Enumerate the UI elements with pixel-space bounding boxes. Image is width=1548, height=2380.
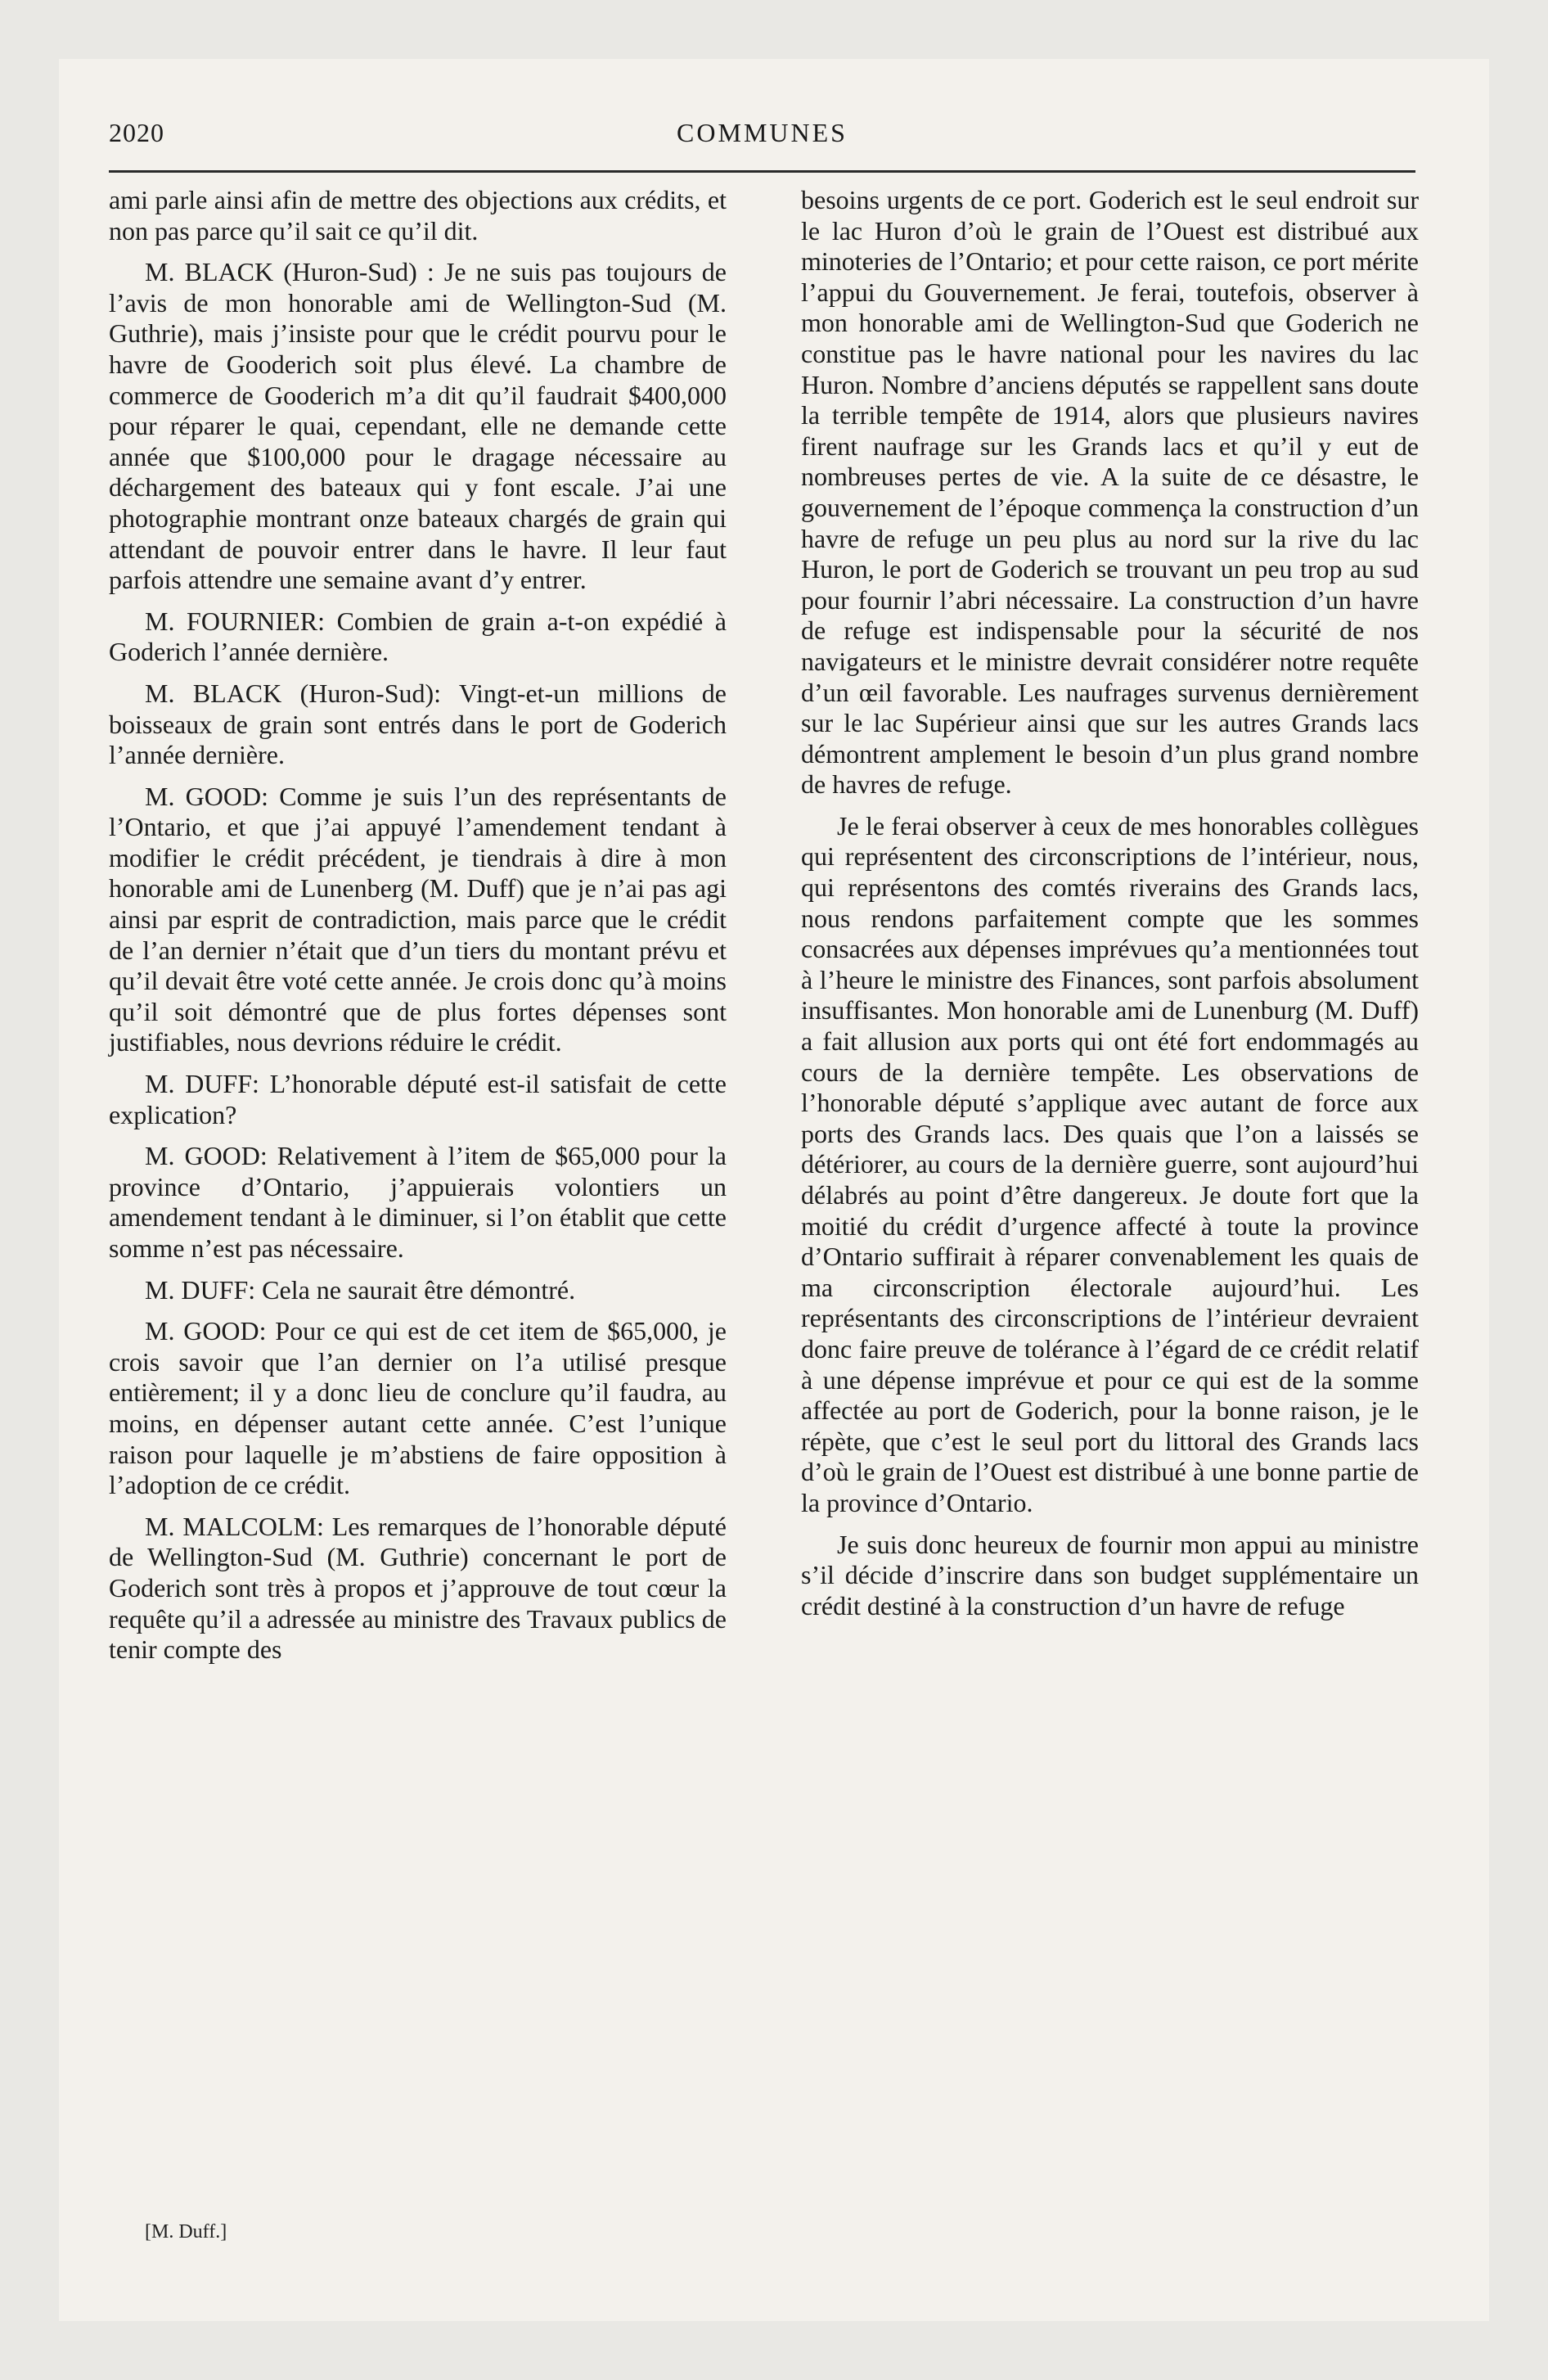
footer-note: [M. Duff.] [145,2221,227,2243]
speech-text: Relativement à l’item de $65,000 pour la province d’Ontario, j’appuierais volontiers un amendement tendant à le diminuer, si l’on établit que cette somme n’est pas nécessaire. [109,1141,727,1263]
paragraph [109,678,727,771]
paragraph [109,1316,727,1501]
paragraph [109,782,727,1058]
paragraph [109,257,727,596]
speech-text: Combien de grain a-t-on expédié à Goderich l’année dernière. [109,606,727,667]
header-rule [109,170,1415,173]
speaker-name: M. GOOD: [145,781,269,811]
speaker-name: M. GOOD: [145,1316,267,1346]
speaker-name: M. BLACK (Huron-Sud) : [145,257,434,287]
paragraph [109,1512,727,1666]
paragraph: Je suis donc heureux de fournir mon appui au ministre s’il décide d’inscrire dans son budget supplémentaire un crédit destiné à la construction d’un havre de refuge [801,1529,1419,1620]
speech-text: Les remarques de l’honorable député de Wellington-Sud (M. Guthrie) concernant le port de Goderich sont très à propos et j’approuve de tout cœur la requête qu’il a adressée au ministre des Travaux publics de tenir compte des [109,1511,727,1665]
speaker-name: M. BLACK (Huron-Sud): [145,678,442,708]
right-column [801,185,1419,1632]
speech-text: Je ne suis pas toujours de l’avis de mon honorable ami de Wellington-Sud (M. Guthrie), mais j’insiste pour que le crédit pourvu pour le havre de Gooderich soit plus élevé. La chambre de commerce de Gooderich m’a dit qu’il faudrait $400,000 pour réparer le quai, cependant, elle ne demande cette année que $100,000 pour le dragage nécessaire au déchargement des bateaux qui y font escale. J’ai une photographie montrant onze bateaux chargés de grain qui attendant de pouvoir entrer dans le havre. Il leur faut parfois attendre une semaine avant d’y entrer. [109,257,727,595]
speaker-name: M. DUFF: [145,1069,259,1099]
speech-text: Vingt-et-un millions de boisseaux de grain sont entrés dans le port de Goderich l’année dernière. [109,678,727,770]
paragraph: Je le ferai observer à ceux de mes honorables collègues qui représentent des circonscriptions de l’intérieur, nous, qui représentons des comtés riverains des Grands lacs, nous rendons parfaitement compte que les sommes consacrées aux dépenses imprévues qu’a mentionnées tout à l’heure le ministre des Finances, sont parfois absolument insuffisantes. Mon honorable ami de Lunenburg (M. Duff) a fait allusion aux ports qui ont été fort endommagés au cours de la dernière tempête. Les observations de l’honorable député s’applique avec autant de force aux ports des Grands lacs. Des quais que l’on a laissés se détériorer, au cours de la dernière guerre, sont aujourd’hui délabrés au point d’être dangereux. Je doute fort que la moitié du crédit d’urgence affecté à toute la province d’Ontario suffirait à réparer convenablement les quais de ma circonscription électorale aujourd’hui. Les représentants des circonscriptions de l’intérieur devraient donc faire preuve de tolérance à l’égard de ce crédit relatif à une dépense imprévue et pour ce qui est de la somme affectée au port de Goderich, pour la bonne raison, je le répète, que c’est le seul port du littoral des Grands lacs d’où le grain de l’Ouest est distribué à une bonne partie de la province d’Ontario. [801,810,1419,1517]
paragraph [109,1275,727,1306]
speaker-name: M. GOOD: [145,1141,268,1171]
speech-text: L’honorable député est-il satisfait de cette explication? [109,1069,727,1129]
paragraph: ami parle ainsi afin de mettre des objections aux crédits, et non pas parce qu’il sait ce qu’il dit. [109,185,727,246]
paragraph [109,1069,727,1130]
speech-text: Pour ce qui est de cet item de $65,000, je crois savoir que l’an dernier on l’a utilisé presque entièrement; il y a donc lieu de conclure qu’il faudra, au moins, en dépenser autant cette année. C’est l’unique raison pour laquelle je m’abstiens de faire opposition à l’adoption de ce crédit. [109,1316,727,1500]
paragraph [109,1141,727,1264]
speaker-name: M. FOURNIER: [145,606,325,636]
running-head: COMMUNES [677,118,848,147]
paragraph [109,606,727,668]
speech-text: Cela ne saurait être démontré. [255,1274,576,1305]
speaker-name: M. MALCOLM: [145,1511,324,1541]
left-column [109,185,727,1676]
speech-text: Comme je suis l’un des représentants de l’Ontario, et que j’ai appuyé l’amendement tendant à modifier le crédit précédent, je tiendrais à dire à mon honorable ami de Lunenberg (M. Duff) que je n’ai pas agi ainsi par esprit de contradiction, mais parce que le crédit de l’an dernier n’était que d’un tiers du montant prévu et qu’il devait être voté cette année. Je crois donc qu’à moins qu’il soit démontré que de plus fortes dépenses sont justifiables, nous devrions réduire le crédit. [109,781,727,1057]
page-number: 2020 [109,118,164,147]
speaker-name: M. DUFF: [145,1274,256,1305]
paragraph: besoins urgents de ce port. Goderich est le seul endroit sur le lac Huron d’où le grain de l’Ouest est distribué aux minoteries de l’Ontario; et pour cette raison, ce port mérite l’appui du Gouvernement. Je ferai, toutefois, observer à mon honorable ami de Wellington-Sud que Goderich ne constitue pas le havre national pour les navires du lac Huron. Nombre d’anciens députés se rappellent sans doute la terrible tempête de 1914, alors que plusieurs navires firent naufrage sur les Grands lacs et qu’il y eut de nombreuses pertes de vie. A la suite de ce désastre, le gouvernement de l’époque commença la construction d’un havre de refuge un peu plus au nord sur la rive du lac Huron, le port de Goderich se trouvant un peu trop au sud pour fournir l’abri nécessaire. La construction d’un havre de refuge est indispensable pour la sécurité de nos navigateurs et le ministre devrait considérer notre requête d’un œil favorable. Les naufrages survenus dernièrement sur le lac Supérieur ainsi que sur les autres Grands lacs démontrent amplement le besoin d’un plus grand nombre de havres de refuge. [801,185,1419,800]
page-header [109,108,1415,157]
